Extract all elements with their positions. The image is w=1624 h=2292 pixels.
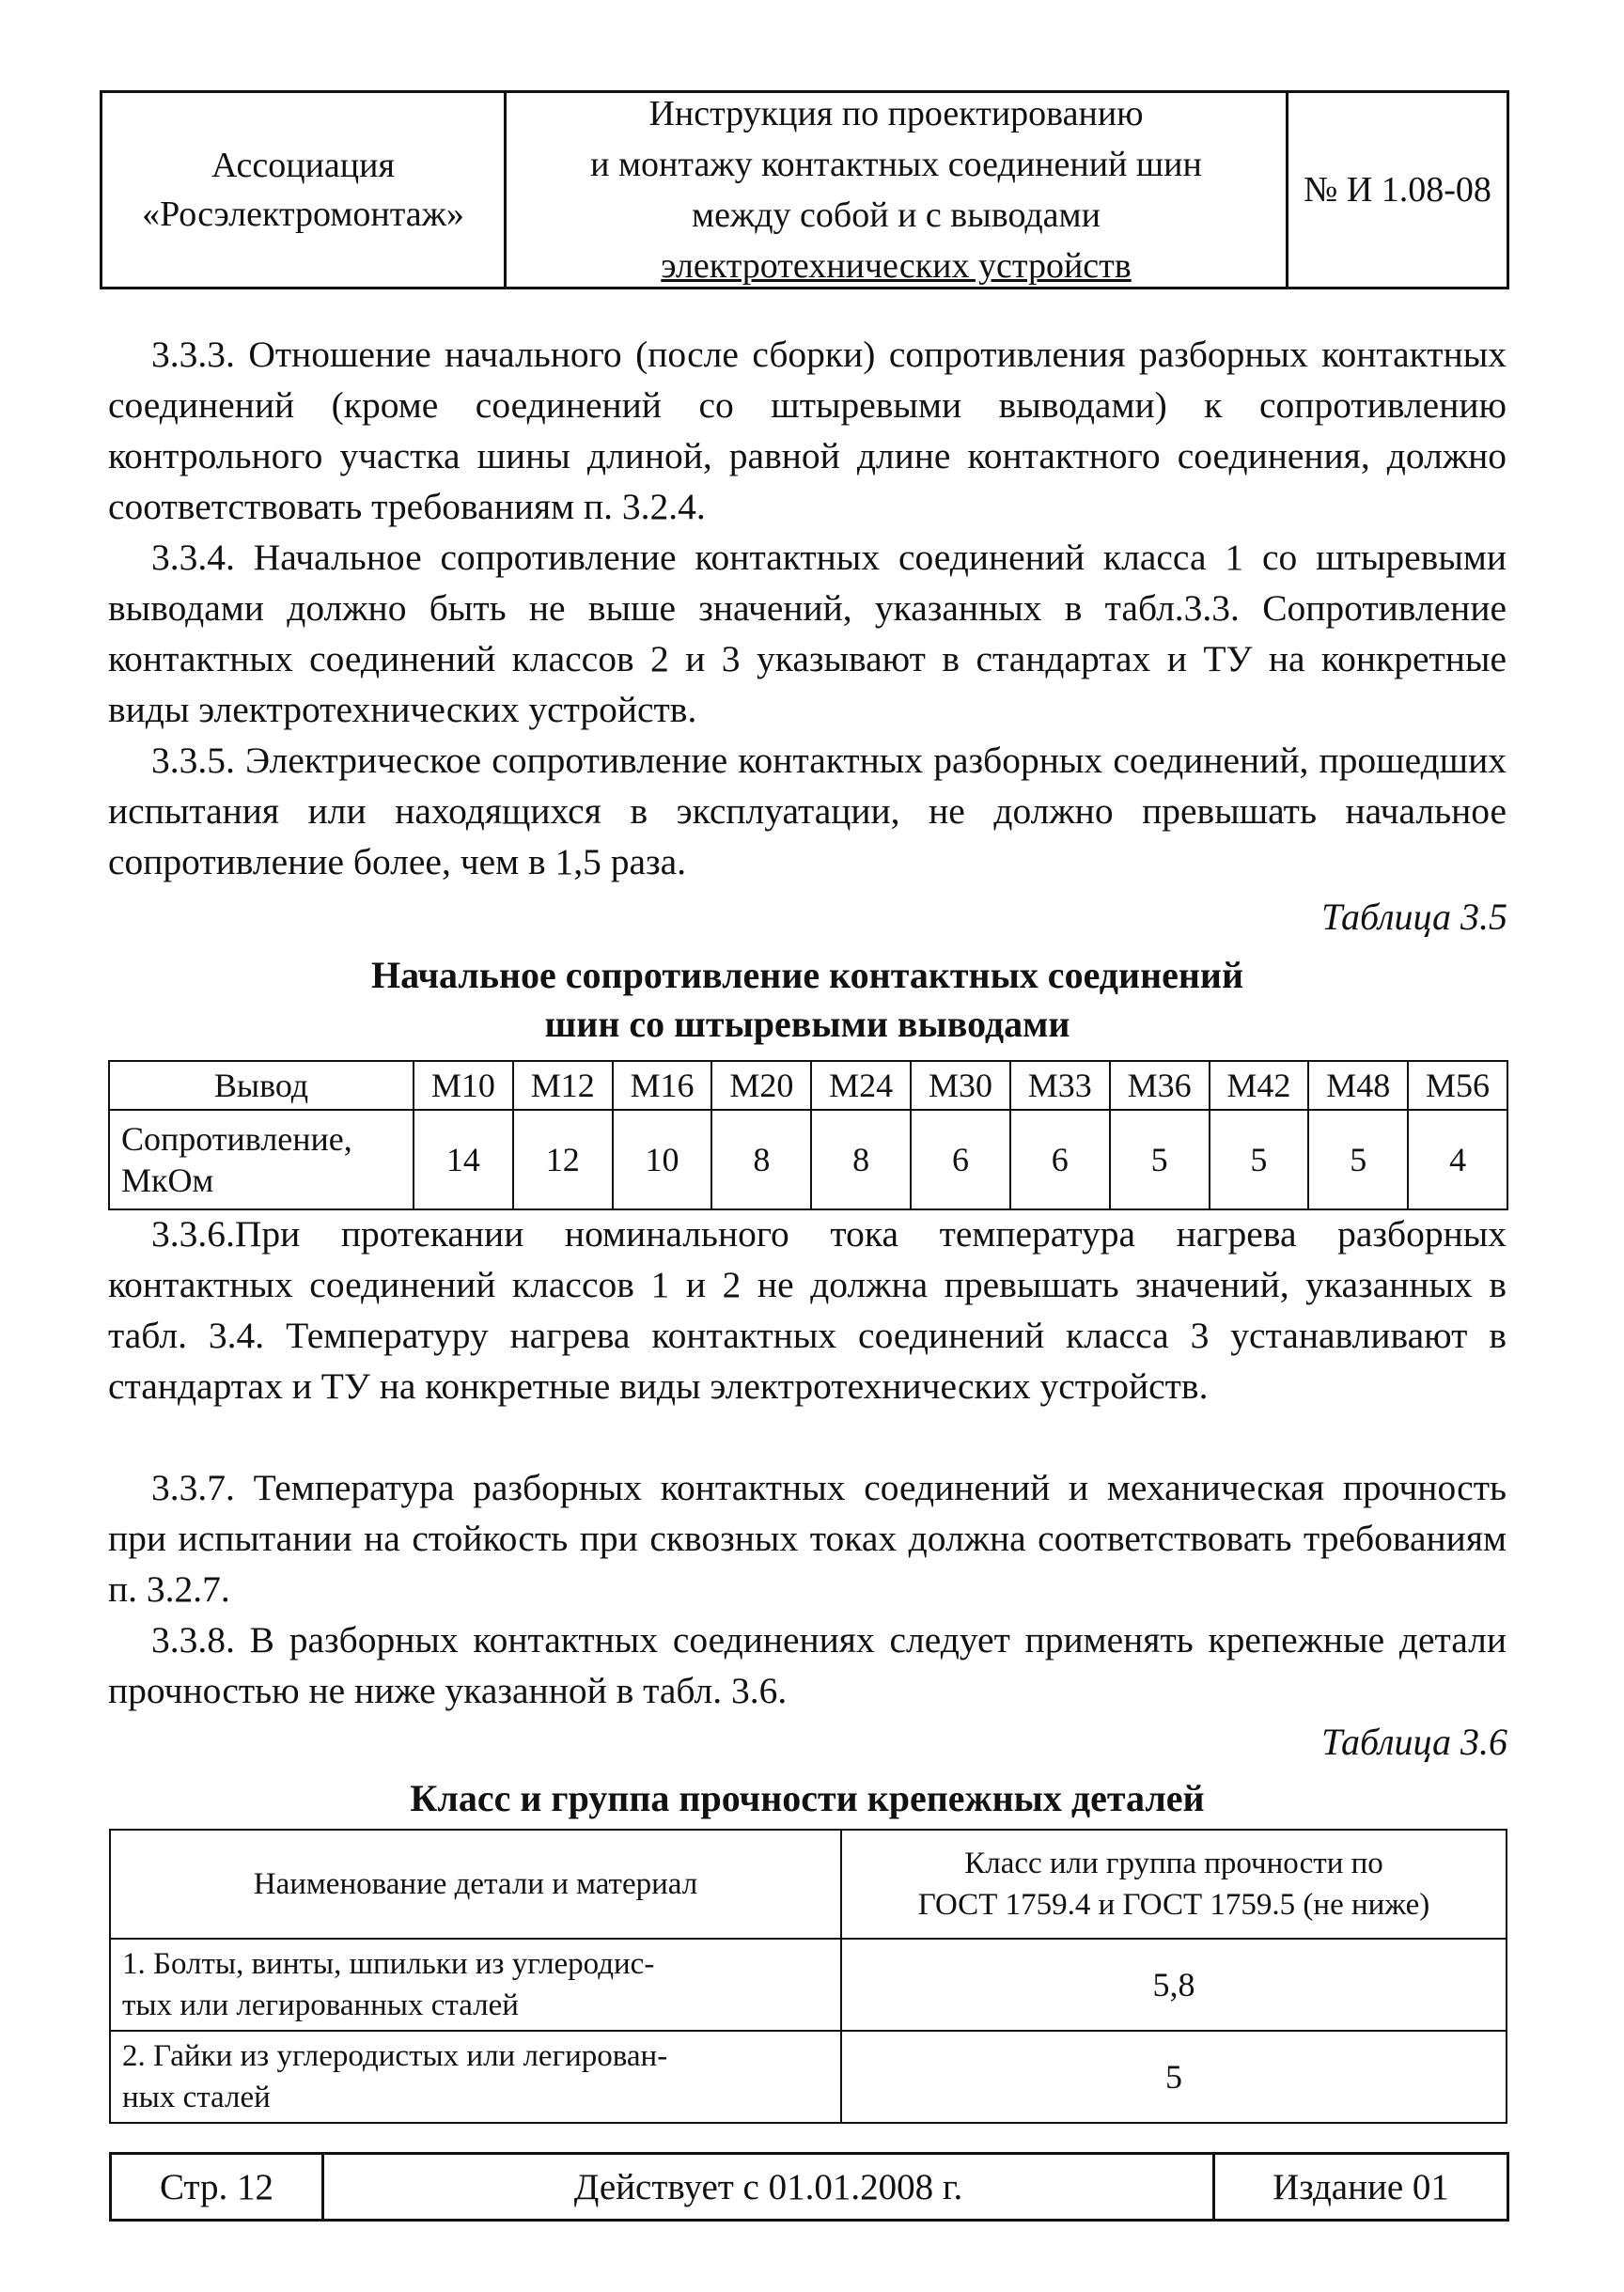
table-header-row (110, 1830, 1507, 1939)
table-row (109, 1061, 1507, 1110)
paragraph-text: 3.3.5. Электрическое сопротивление контактных разборных соединений, прошедших испытания или находящихся в эксплуатации, не должно превышать начальное сопротивление более, чем в 1,5 раза. (108, 740, 1507, 882)
table-cell: М36 (1110, 1061, 1210, 1110)
table-row (110, 1939, 1507, 2031)
table-cell: 8 (811, 1110, 911, 1209)
item-line-2: ных сталей (122, 2081, 271, 2114)
table-cell: 4 (1408, 1110, 1507, 1209)
table-cell: М16 (613, 1061, 712, 1110)
table-row (109, 1110, 1507, 1209)
column-header-class-line-1: Класс или группа прочности по (964, 1847, 1383, 1880)
table-cell: 5 (1110, 1110, 1210, 1209)
table-cell: 5 (1308, 1110, 1408, 1209)
footer-page: Стр. 12 (112, 2155, 324, 2219)
column-header-name: Наименование детали и материал (110, 1830, 841, 1939)
paragraph-3-3-8 (108, 1614, 1507, 1716)
footer-edition: Издание 01 (1273, 2166, 1449, 2207)
table-cell: М20 (711, 1061, 811, 1110)
table-cell: 10 (613, 1110, 712, 1209)
value-cell: 5,8 (841, 1939, 1507, 2031)
table-cell: 14 (414, 1110, 513, 1209)
table-3-6 (109, 1829, 1507, 2124)
header-title (507, 93, 1288, 287)
row-label-output: Вывод (109, 1061, 414, 1110)
table-3-5-title-line-2: шин со штыревыми выводами (544, 1003, 1070, 1045)
association-line-1: Ассоциация (211, 146, 395, 185)
table-cell: М30 (911, 1061, 1010, 1110)
paragraph-text: 3.3.7. Температура разборных контактных соединений и механическая прочность при испытании на стойкость при сквозных токах должна соответствовать требованиям п. 3.2.7. (108, 1467, 1507, 1610)
table-cell: 8 (711, 1110, 811, 1209)
row-label-resistance (109, 1110, 414, 1209)
header-doc-number (1288, 93, 1507, 287)
paragraph-text: 3.3.6.При протекании номинального тока температура нагрева разборных контактных соединений классов 1 и 2 не должна превышать значений, указанных в табл. 3.4. Температуру нагрева контактных соединений класса 3 устанавливают в стандартах и ТУ на конкретные виды электротехнических устройств. (108, 1213, 1507, 1407)
paragraph-text: 3.3.8. В разборных контактных соединениях следует применять крепежные детали прочностью не ниже указанной в табл. 3.6. (108, 1619, 1507, 1711)
table-3-5-caption: Таблица 3.5 (1321, 896, 1507, 938)
paragraph-text: 3.3.3. Отношение начального (после сборки) сопротивления разборных контактных соединений (кроме соединений со штыревыми выводами) к сопротивлению контрольного участка шины длиной, равной длине контактного соединения, должно соответствовать требованиям п. 3.2.4. (108, 334, 1507, 527)
table-row (110, 2031, 1507, 2123)
item-line-2: тых или легированных сталей (122, 1988, 519, 2022)
paragraph-3-3-3 (108, 329, 1507, 532)
resistance-label-line-1: Сопротивление, (121, 1120, 352, 1158)
table-cell: М48 (1308, 1061, 1408, 1110)
title-line-3: между собой и с выводами (692, 195, 1101, 235)
column-header-class (841, 1830, 1507, 1939)
table-3-6-caption: Таблица 3.6 (1321, 1721, 1507, 1763)
item-cell (110, 1939, 841, 2031)
item-cell (110, 2031, 841, 2123)
table-cell: М12 (513, 1061, 613, 1110)
doc-number: № И 1.08-08 (1304, 170, 1491, 210)
paragraph-3-3-7 (108, 1462, 1507, 1614)
table-cell: 6 (911, 1110, 1010, 1209)
item-line-1: 2. Гайки из углеродистых или легирован- (122, 2039, 668, 2073)
table-cell: М42 (1210, 1061, 1309, 1110)
table-cell: 12 (513, 1110, 613, 1209)
footer-effective-date: Действует с 01.01.2008 г. (324, 2155, 1215, 2219)
paragraph-text: 3.3.4. Начальное сопротивление контактных соединений класса 1 со штыревыми выводами должно быть не выше значений, указанных в табл.3.3. Сопротивление контактных соединений классов 2 и 3 указывают в стандартах и ТУ на конкретные виды электротехнических устройств. (108, 537, 1507, 730)
title-line-2: и монтажу контактных соединений шин (590, 145, 1202, 184)
column-header-class-line-2: ГОСТ 1759.4 и ГОСТ 1759.5 (не ниже) (917, 1888, 1430, 1922)
table-cell: М10 (414, 1061, 513, 1110)
resistance-label-line-2: МкОм (121, 1162, 214, 1199)
table-3-6-title: Класс и группа прочности крепежных деталей (410, 1777, 1205, 1819)
paragraph-3-3-4 (108, 532, 1507, 735)
document-header (100, 90, 1509, 289)
paragraph-3-3-6 (108, 1208, 1507, 1411)
header-association (102, 93, 507, 287)
table-cell: М24 (811, 1061, 911, 1110)
title-line-1: Инструкция по проектированию (648, 94, 1144, 133)
table-cell: М33 (1010, 1061, 1110, 1110)
table-cell: 5 (1210, 1110, 1309, 1209)
title-line-4: электротехнических устройств (661, 246, 1132, 286)
table-3-5-title (108, 951, 1507, 1049)
item-line-1: 1. Болты, винты, шпильки из углеродис- (122, 1947, 655, 1981)
table-3-5 (108, 1060, 1508, 1210)
association-line-2: «Росэлектромонтаж» (142, 195, 464, 234)
paragraph-3-3-5 (108, 735, 1507, 887)
document-footer (109, 2152, 1509, 2222)
table-3-5-title-line-1: Начальное сопротивление контактных соединений (370, 954, 1244, 996)
table-cell: 6 (1010, 1110, 1110, 1209)
value-cell: 5 (841, 2031, 1507, 2123)
table-cell: М56 (1408, 1061, 1507, 1110)
